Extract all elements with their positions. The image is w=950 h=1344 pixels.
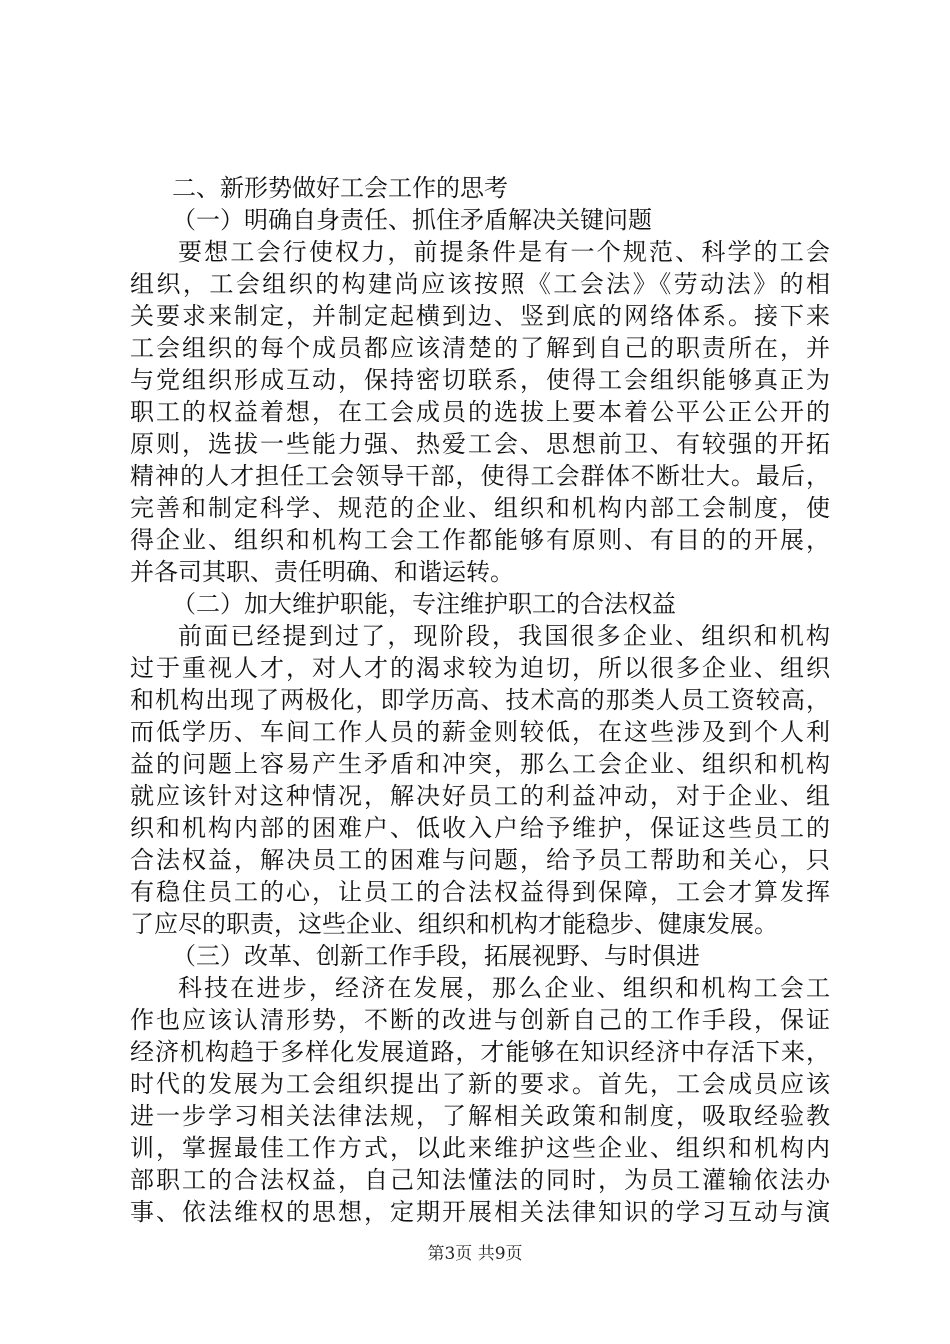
- paragraph-line: 时代的发展为工会组织提出了新的要求。首先，工会成员应该: [130, 1070, 830, 1098]
- subsection-heading: （二）加大维护职能，专注维护职工的合法权益: [172, 590, 676, 618]
- paragraph-line: 完善和制定科学、规范的企业、组织和机构内部工会制度，使: [130, 494, 830, 522]
- paragraph-line: 得企业、组织和机构工会工作都能够有原则、有目的的开展，: [130, 526, 830, 554]
- paragraph-line: 过于重视人才，对人才的渴求较为迫切，所以很多企业、组织: [130, 654, 830, 682]
- subsection-heading: （三）改革、创新工作手段，拓展视野、与时俱进: [172, 942, 700, 970]
- paragraph-line: 益的问题上容易产生矛盾和冲突，那么工会企业、组织和机构: [130, 750, 830, 778]
- paragraph-line: 工会组织的每个成员都应该清楚的了解到自己的职责所在，并: [130, 334, 830, 362]
- paragraph-line: 与党组织形成互动，保持密切联系，使得工会组织能够真正为: [130, 366, 830, 394]
- paragraph-line: 织和机构内部的困难户、低收入户给予维护，保证这些员工的: [130, 814, 830, 842]
- document-body: [130, 172, 830, 1228]
- paragraph-line: 经济机构趋于多样化发展道路，才能够在知识经济中存活下来，: [130, 1038, 830, 1066]
- paragraph-line: 合法权益，解决员工的困难与问题，给予员工帮助和关心，只: [130, 846, 830, 874]
- paragraph-line: 原则，选拔一些能力强、热爱工会、思想前卫、有较强的开拓: [130, 430, 830, 458]
- paragraph-line: 组织，工会组织的构建尚应该按照《工会法》《劳动法》的相: [130, 270, 830, 298]
- paragraph-first-line: 科技在进步，经济在发展，那么企业、组织和机构工会工: [178, 974, 830, 1002]
- paragraph-line: 作也应该认清形势，不断的改进与创新自己的工作手段，保证: [130, 1006, 830, 1034]
- paragraph-first-line: 前面已经提到过了，现阶段，我国很多企业、组织和机构: [178, 622, 830, 650]
- section-heading: 二、新形势做好工会工作的思考: [172, 174, 508, 202]
- paragraph-last-line: 了应尽的职责，这些企业、组织和机构才能稳步、健康发展。: [130, 910, 778, 938]
- paragraph-last-line: 并各司其职、责任明确、和谐运转。: [130, 558, 514, 586]
- paragraph-line: 训，掌握最佳工作方式，以此来维护这些企业、组织和机构内: [130, 1134, 830, 1162]
- paragraph-line: 就应该针对这种情况，解决好员工的利益冲动，对于企业、组: [130, 782, 830, 810]
- paragraph-line: 有稳住员工的心，让员工的合法权益得到保障，工会才算发挥: [130, 878, 830, 906]
- paragraph-line: 职工的权益着想，在工会成员的选拔上要本着公平公正公开的: [130, 398, 830, 426]
- paragraph-line: 精神的人才担任工会领导干部，使得工会群体不断壮大。最后，: [130, 462, 830, 490]
- paragraph-line: 事、依法维权的思想，定期开展相关法律知识的学习互动与演: [130, 1198, 830, 1226]
- paragraph-line: 而低学历、车间工作人员的薪金则较低，在这些涉及到个人利: [130, 718, 830, 746]
- paragraph-line: 进一步学习相关法律法规，了解相关政策和制度，吸取经验教: [130, 1102, 830, 1130]
- paragraph-line: 和机构出现了两极化，即学历高、技术高的那类人员工资较高，: [130, 686, 830, 714]
- paragraph-line: 关要求来制定，并制定起横到边、竖到底的网络体系。接下来: [130, 302, 830, 330]
- page-footer: 第3页 共9页: [427, 1244, 523, 1264]
- paragraph-first-line: 要想工会行使权力，前提条件是有一个规范、科学的工会: [178, 238, 830, 266]
- paragraph-line: 部职工的合法权益，自己知法懂法的同时，为员工灌输依法办: [130, 1166, 830, 1194]
- subsection-heading: （一）明确自身责任、抓住矛盾解决关键问题: [172, 206, 652, 234]
